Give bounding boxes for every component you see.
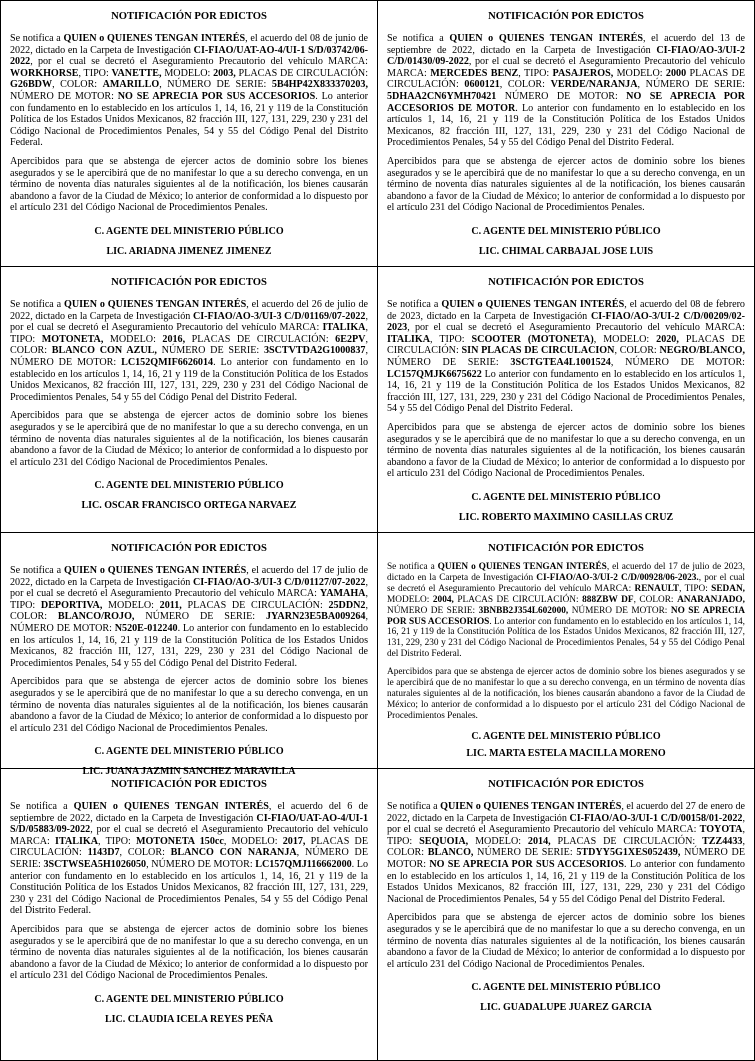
body-bold-run: RENAULT [634, 583, 680, 594]
body-run: , TIPO: [679, 583, 712, 594]
notice-title: NOTIFICACIÓN POR EDICTOS [111, 779, 267, 790]
body-bold-run: 2016, [162, 333, 186, 345]
body-run: , el acuerdo del 17 de julio de 2022, dictado en la Carpeta de Investigación [10, 565, 368, 588]
body-run: , el acuerdo del 17 de julio de 2023, dictado en la Carpeta de Investigación [387, 562, 746, 583]
body-run: MODELO: [103, 333, 163, 345]
body-run: , NÚMERO DE MOTOR: [10, 611, 368, 634]
body-bold-run: NO SE APRECIA POR SUS ACCESORIOS [429, 858, 625, 870]
body-run: PLACAS DE CIRCULACIÓN: [550, 835, 703, 847]
body-bold-run: 2004, [432, 594, 454, 605]
body-run: , por el cual se decretó el Aseguramiento Precautorio del vehículo MARCA: [30, 56, 368, 68]
notice-title: NOTIFICACIÓN POR EDICTOS [111, 277, 267, 288]
body-bold-run: DEPORTIVA, [40, 599, 103, 611]
agent-name: LIC. GUADALUPE JUAREZ GARCIA [480, 1002, 652, 1014]
notice-2 [378, 1, 754, 267]
body-run: . Lo anterior con fundamento en lo establecido en los artículos 1, 14, 16, 21 y 119 de la Constitución Política de los Estados Unidos Mexicanos, 82 fracción III, 127, 131, 229, 230 y 231 del Código Nacional de Procedimientos Penales, 54 y 55 del Código Penal del Distrito Federal. [10, 858, 368, 917]
body-bold-run: MOTONETA, [41, 333, 104, 345]
notice-warning: Apercibidos para que se abstenga de ejercer actos de dominio sobre los bienes asegurados y se le apercibirá que de no manifestar lo que a su derecho convenga, en un término de noventa días naturales siguientes al de la notificación, los bienes causarán abandono a favor de la Ciudad de México; lo anterior de conformidad a lo dispuesto por el artículo 231 del Código Nacional de Procedimientos Penales. [387, 667, 745, 721]
body-run: , por el cual se decretó el Aseguramiento Precautorio del vehículo MARCA: [10, 310, 369, 334]
agent-name: LIC. OSCAR FRANCISCO ORTEGA NARVAEZ [81, 500, 297, 512]
body-bold-run: QUIEN o QUIENES TENGAN INTERÉS [63, 565, 247, 576]
body-bold-run: CI-FIAO/AO-3/UI-2 C/D/01430/09-2022 [387, 44, 745, 68]
body-run: MODELO: [102, 599, 160, 611]
body-run: , COLOR: [10, 599, 368, 623]
body-run: NÚMERO DE MOTOR: [387, 847, 745, 870]
body-run: , el acuerdo del 08 de febrero de 2023, dictado en la Carpeta de Investigación [387, 299, 745, 322]
body-bold-run: 2000 [665, 67, 687, 79]
body-run: , NÚMERO DE SERIE: [10, 847, 368, 870]
body-run: , NÚMERO DE SERIE: [159, 79, 272, 91]
body-run: . Lo anterior con fundamento en lo establecido en los artículos 1, 14, 16, 21 y 119 de la Constitución Política de los Estados Unidos Mexicanos, 82 fracción III, 127, 131, 229, 230 y 231 del Código Nacional de Procedimientos Penales, 54 y 55 del Código Penal del Distrito Federal. [10, 356, 368, 403]
body-bold-run: NEGRO/BLANCO, [659, 345, 745, 357]
body-run: , por el cual se decretó el Aseguramiento Precautorio del vehículo MARCA: [387, 812, 745, 836]
body-bold-run: LC157QMJ116662000 [255, 858, 352, 870]
body-bold-run: LC152QMIF6626014 [121, 356, 214, 368]
body-bold-run: QUIEN o QUIENES TENGAN INTERÉS [73, 801, 269, 812]
notice-title: NOTIFICACIÓN POR EDICTOS [488, 11, 644, 22]
body-bold-run: JYARN23E5BA009264 [266, 611, 366, 623]
body-run: , NÚMERO DE MOTOR: [10, 345, 368, 368]
agent-title: C. AGENTE DEL MINISTERIO PÚBLICO [94, 993, 284, 1005]
body-run: , TIPO: [387, 824, 745, 847]
body-bold-run: G26BDW [10, 79, 53, 91]
body-bold-run: N520E-012240 [114, 622, 178, 634]
body-bold-run: 6E2PV [335, 333, 366, 345]
notice-warning: Apercibidos para que se abstenga de ejercer actos de dominio sobre los bienes asegurados y se le apercibirá que de no manifestar lo que a su derecho convenga, en un término de noventa días naturales siguientes al de la notificación, los bienes causarán abandono a favor de la Ciudad de México; lo anterior de conformidad a lo dispuesto por el artículo 231 del Código Nacional de Procedimientos Penales. [10, 155, 368, 214]
body-bold-run: CI-FIAO/AO-3/UI-2 C/D/00209/02-2023 [387, 310, 745, 334]
body-run: NÚMERO DE SERIE: [134, 611, 266, 623]
body-bold-run: 2011, [159, 599, 182, 611]
body-run: , COLOR: [52, 79, 103, 91]
agent-title: C. AGENTE DEL MINISTERIO PÚBLICO [94, 225, 284, 237]
notice-body [387, 801, 745, 905]
body-bold-run: 3SCTWSEA5H1026050 [43, 858, 147, 870]
notice-warning: Apercibidos para que se abstenga de ejercer actos de dominio sobre los bienes asegurados y se le apercibirá que de no manifestar lo que a su derecho convenga, en un término de noventa días naturales siguientes al de la notificación, los bienes causarán abandono a favor de la Ciudad de México; lo anterior de conformidad a lo dispuesto por el artículo 231 del Código Nacional de Procedimientos Penales. [387, 155, 745, 214]
agent-title: C. AGENTE DEL MINISTERIO PÚBLICO [94, 746, 284, 758]
body-run: , COLOR: [119, 847, 171, 859]
body-run: , por el cual se decretó el Aseguramiento Precautorio del vehículo MARCA: [407, 322, 745, 334]
agent-name: LIC. MARTA ESTELA MACILLA MORENO [466, 747, 666, 759]
body-run: , COLOR: [633, 594, 678, 605]
body-run: PLACAS DE CIRCULACIÓN: [387, 67, 745, 91]
notice-warning: Apercibidos para que se abstenga de ejercer actos de dominio sobre los bienes asegurados y se le apercibirá que de no manifestar lo que a su derecho convenga, en un término de noventa días naturales siguientes al de la notificación, los bienes causarán abandono a favor de la Ciudad de México; lo anterior de conformidad a lo dispuesto por el artículo 231 del Código Nacional de Procedimientos Penales. [10, 676, 368, 734]
body-run: , TIPO: [518, 67, 553, 79]
notice-body [387, 299, 745, 415]
body-bold-run: CI-FIAO/AO-3/UI-2 C/D/00928/06-2023. [536, 572, 699, 583]
body-bold-run: MOTONETA 150cc [136, 835, 224, 847]
notice-4 [378, 267, 754, 533]
body-run: NÚMERO DE SERIE: [387, 356, 511, 368]
body-bold-run: QUIEN o QUIENES TENGAN INTERÉS [63, 299, 247, 310]
body-run: NÚMERO DE MOTOR: [568, 605, 671, 616]
body-bold-run: CI-FIAO/AO-3/UI-3 C/D/01127/07-2022 [192, 576, 366, 588]
agent-name: LIC. JUANA JAZMIN SANCHEZ MARAVILLA [82, 766, 296, 778]
body-run: Lo anterior con fundamento en lo establecido en los artículos 1, 14, 16, 21 y 119 de la Constitución Política de los Estados Unidos Mexicanos, 82 fracción III, 127, 131, 229, 230 y 231 del Código Nacional de Procedimientos Penales, 54 y 55 del Código Penal del Distrito Federal. [387, 368, 745, 415]
body-bold-run: 2014, [527, 835, 551, 847]
body-bold-run: NO SE APRECIA POR ACCESORIOS DE MOTOR [387, 90, 745, 114]
body-run: , NÚMERO DE MOTOR: [146, 858, 256, 870]
body-bold-run: TOYOTA [699, 824, 743, 836]
body-bold-run: 2020, [656, 333, 679, 345]
body-run: Se notifica a [10, 565, 64, 576]
notice-5 [1, 533, 378, 778]
body-bold-run: BLANCO CON AZUL, [51, 345, 157, 357]
body-run: PLACAS DE CIRCULACIÓN: [10, 835, 368, 859]
notice-8 [378, 769, 754, 1060]
agent-title: C. AGENTE DEL MINISTERIO PÚBLICO [471, 730, 661, 742]
body-bold-run: QUIEN o QUIENES TENGAN INTERÉS [437, 562, 607, 572]
notice-3 [1, 267, 378, 533]
body-run: , por el cual se decretó el Aseguramiento Precautorio del vehículo MARCA: [10, 576, 369, 600]
body-bold-run: QUIEN o QUIENES TENGAN INTERÉS [441, 299, 625, 310]
notice-warning: Apercibidos para que se abstenga de ejercer actos de dominio sobre los bienes asegurados y se le apercibirá que de no manifestar lo que a su derecho convenga, en un término de noventa días naturales siguientes al de la notificación, los bienes causarán abandono a favor de la Ciudad de México; lo anterior de conformidad a lo dispuesto por el artículo 231 del Código Nacional de Procedimientos Penales. [387, 912, 745, 970]
agent-name: LIC. CHIMAL CARBAJAL JOSE LUIS [478, 245, 654, 257]
body-run: , por el cual se decretó el Aseguramiento Precautorio del vehículo MARCA: [387, 56, 745, 79]
body-run: , TIPO: [10, 588, 368, 611]
body-run: NÚMERO DE SERIE: [156, 345, 264, 357]
body-run: , el acuerdo del 27 de enero de 2022, dictado en la Carpeta de Investigación [387, 801, 745, 824]
body-bold-run: CI-FIAO/AO-3/UI-1 C/D/00158/01-2022 [569, 812, 743, 824]
body-bold-run: 2003, [213, 67, 236, 79]
agent-name: LIC. CLAUDIA ICELA REYES PEÑA [104, 1013, 274, 1025]
notice-title: NOTIFICACIÓN POR EDICTOS [488, 277, 644, 288]
body-run: , TIPO: [10, 322, 368, 345]
body-bold-run: ANARANJADO, [677, 594, 745, 605]
body-bold-run: MERCEDES BENZ [430, 67, 519, 79]
notice-warning: Apercibidos para que se abstenga de ejercer actos de dominio sobre los bienes asegurados y se le apercibirá que de no manifestar lo que a su derecho convenga, en un término de noventa días naturales siguientes al de la notificación, los bienes causarán abandono a favor de la Ciudad de México; lo anterior de conformidad a lo dispuesto por el artículo 231 del Código Nacional de Procedimientos Penales. [10, 923, 368, 982]
body-bold-run: NO SE APRECIA POR SUS ACCESORIOS [117, 90, 316, 102]
notice-7 [1, 769, 378, 1060]
notice-title: NOTIFICACIÓN POR EDICTOS [111, 543, 267, 554]
body-run: PLACAS DE CIRCULACIÓN: [387, 333, 745, 357]
body-bold-run: 3SCTVTDA2G1000837 [263, 345, 366, 357]
body-bold-run: 5B4HP42X833370203, [271, 79, 368, 91]
body-run: , COLOR: [614, 345, 660, 357]
body-bold-run: QUIEN o QUIENES TENGAN INTERÉS [449, 33, 643, 44]
body-bold-run: WORKHORSE [10, 67, 79, 79]
body-bold-run: VERDE/NARANJA [550, 79, 638, 91]
body-run: , COLOR: [499, 79, 551, 91]
notice-body [10, 565, 368, 669]
notice-6 [378, 533, 754, 769]
notice-body [10, 299, 368, 403]
body-bold-run: PASAJEROS, [552, 67, 614, 79]
body-bold-run: QUIEN o QUIENES TENGAN INTERÉS [63, 33, 246, 44]
agent-name: LIC. ROBERTO MAXIMINO CASILLAS CRUZ [458, 511, 674, 523]
body-bold-run: ITALIKA [55, 835, 99, 847]
agent-title: C. AGENTE DEL MINISTERIO PÚBLICO [471, 982, 661, 994]
body-run: , MODELO: [223, 835, 283, 847]
body-run: MODELO: [468, 835, 528, 847]
body-bold-run: 1143D7 [87, 847, 120, 859]
body-run: PLACAS DE CIRCULACIÓN: [453, 594, 583, 605]
body-run: NÚMERO DE SERIE: [387, 605, 479, 616]
body-run: PLACAS DE CIRCULACIÓN: [235, 67, 368, 79]
body-run: . Lo anterior con fundamento en lo establecido en los artículos 1, 14, 16, 21 y 119 de la Constitución Política de los Estados Unidos Mexicanos, 82 fracción III, 127, 131, 229, 230 y 231 del Código Nacional de Procedimientos Penales, 54 y 55 del Código Penal del Distrito Federal. [10, 622, 369, 669]
notice-warning: Apercibidos para que se abstenga de ejercer actos de dominio sobre los bienes asegurados y se le apercibirá que de no manifestar lo que a su derecho convenga, en un término de noventa días naturales siguientes al de la notificación, los bienes causarán abandono a favor de la Ciudad de México; lo anterior de conformidad a lo dispuesto por el artículo 231 del Código Nacional de Procedimientos Penales. [10, 410, 368, 468]
body-bold-run: YAMAHA [319, 588, 366, 600]
body-run: , TIPO: [78, 67, 112, 79]
body-run: PLACAS DE CIRCULACIÓN: [185, 333, 336, 345]
body-run: . Lo anterior con fundamento en lo establecido en los artículos 1, 14, 16, 21 y 119 de la Constitución Política de los Estados Unidos Mexicanos, 82 fracción III, 127, 131, 229, 230 y 231 del Código Nacional de Procedimientos Penales, 54 y 55 del Código Penal del Distrito Federal. [10, 90, 368, 149]
notice-title: NOTIFICACIÓN POR EDICTOS [488, 779, 644, 790]
body-bold-run: BLANCO, [427, 847, 474, 859]
agent-title: C. AGENTE DEL MINISTERIO PÚBLICO [94, 480, 284, 492]
agent-name: LIC. ARIADNA JIMENEZ JIMENEZ [106, 245, 272, 257]
body-run: , el acuerdo del 08 de junio de 2022, dictado en la Carpeta de Investigación [10, 33, 368, 56]
body-run: Se notifica a [10, 299, 64, 310]
body-bold-run: LC157QMJK6675622 [387, 368, 482, 380]
notice-body [10, 33, 368, 149]
body-bold-run: SCOOTER (MOTONETA) [471, 333, 594, 345]
body-bold-run: 5DHAA2CN6YMH70421 [387, 90, 497, 102]
body-bold-run: CI-FIAO/UAT-AO-4/UI-1 S/D/05883/09-2022 [10, 812, 368, 836]
body-bold-run: 25DDN2 [328, 599, 366, 611]
body-run: , COLOR: [387, 835, 745, 859]
body-run: NÚMERO DE MOTOR: [10, 90, 118, 102]
body-run: , NÚMERO DE MOTOR: [610, 356, 745, 368]
agent-title: C. AGENTE DEL MINISTERIO PÚBLICO [471, 491, 661, 503]
body-run: . Lo anterior con fundamento en lo establecido en los artículos 1, 14, 16, 21 y 119 de la Constitución Política de los Estados Unidos Mexicanos, 82 fracción III, 127, 131, 229, 230 y 231 del Código Nacional de Procedimientos Penales, 54 y 55 del Código Penal del Distrito Federal. [387, 616, 746, 660]
body-bold-run: CI-FIAO/AO-3/UI-3 C/D/01169/07-2022 [192, 310, 366, 322]
body-bold-run: 3BNBB2J354L602000, [478, 605, 569, 616]
body-bold-run: 2017, [282, 835, 306, 847]
body-run: MODELO: [161, 67, 214, 79]
body-bold-run: 5TDYY5G1XES052439, [576, 847, 681, 859]
body-run: Se notifica a [387, 33, 450, 44]
notice-body [387, 562, 745, 660]
body-bold-run: SEDAN, [711, 583, 745, 594]
body-run: , MODELO: [593, 333, 657, 345]
body-run: MODELO: [613, 67, 666, 79]
body-bold-run: 888ZBW DF [582, 594, 634, 605]
body-run: , TIPO: [430, 333, 472, 345]
body-run: Se notifica a [10, 33, 64, 44]
body-bold-run: ITALIKA [387, 333, 431, 345]
body-bold-run: SIN PLACAS DE CIRCULACION [461, 345, 615, 357]
body-run: PLACAS DE CIRCULACIÓN: [181, 599, 329, 611]
body-bold-run: SEQUOIA, [419, 835, 469, 847]
body-bold-run: 3SCTGTEA4L1001524 [510, 356, 611, 368]
notice-body [10, 801, 368, 917]
body-bold-run: BLANCO/ROJO, [57, 611, 135, 623]
body-run: Se notifica a [10, 801, 74, 812]
body-run: Se notifica a [387, 299, 442, 310]
body-bold-run: 0600121 [464, 79, 500, 91]
body-bold-run: TZZ4433 [702, 835, 743, 847]
body-bold-run: NO SE APRECIA POR SUS ACCESORIOS [387, 605, 746, 627]
body-run: NÚMERO DE SERIE: [473, 847, 577, 859]
body-bold-run: CI-FIAO/UAT-AO-4/UI-1 S/D/03742/06-2022 [10, 44, 369, 68]
body-run: , el acuerdo del 26 de julio de 2022, dictado en la Carpeta de Investigación [10, 299, 368, 322]
body-run: , COLOR: [10, 333, 368, 357]
body-run: , por el cual se decretó el Aseguramiento Precautorio del vehículo MARCA: [387, 572, 746, 594]
body-bold-run: VANETTE, [111, 67, 162, 79]
body-run: , TIPO: [98, 835, 137, 847]
body-bold-run: QUIEN o QUIENES TENGAN INTERÉS [440, 801, 622, 812]
body-run: . Lo anterior con fundamento en lo establecido en los artículos 1, 14, 16, 21 y 119 de la Constitución Política de los Estados Unidos Mexicanos, 82 fracción III, 127, 131, 229, 230 y 231 del Código Nacional de Procedimientos Penales, 54 y 55 del Código Penal del Distrito Federal. [387, 102, 745, 149]
body-run: , por el cual se decretó el Aseguramiento Precautorio del vehículo MARCA: [10, 824, 368, 847]
body-run: , NÚMERO DE SERIE: [637, 79, 745, 91]
body-run: , el acuerdo del 13 de septiembre de 2022, dictado en la Carpeta de Investigación [387, 33, 745, 56]
body-run: Se notifica a [387, 562, 438, 572]
body-bold-run: ITALIKA [322, 322, 366, 334]
notice-title: NOTIFICACIÓN POR EDICTOS [111, 11, 267, 22]
agent-title: C. AGENTE DEL MINISTERIO PÚBLICO [471, 225, 661, 237]
notice-title: NOTIFICACIÓN POR EDICTOS [488, 543, 644, 554]
body-bold-run: BLANCO CON NARANJA [170, 847, 297, 859]
body-run: , el acuerdo del 6 de septiembre de 2022, dictado en la Carpeta de Investigación [10, 801, 368, 824]
notice-1 [1, 1, 378, 267]
body-run: MODELO: [387, 594, 433, 605]
body-run: . Lo anterior con fundamento en lo establecido en los artículos 1, 14, 16, 21 y 119 de la Constitución Política de los Estados Unidos Mexicanos, 82 fracción III, 127, 131, 229, 230 y 231 del Código Nacional de Procedimientos Penales, 54 y 55 del Código Penal del Distrito Federal. [387, 858, 745, 905]
notice-body [387, 33, 745, 149]
body-run: NÚMERO DE MOTOR: [496, 90, 627, 102]
notice-warning: Apercibidos para que se abstenga de ejercer actos de dominio sobre los bienes asegurados y se le apercibirá que de no manifestar lo que a su derecho convenga, en un término de noventa días naturales siguientes al de la notificación, los bienes causarán abandono a favor de la Ciudad de México; lo anterior de conformidad a lo dispuesto por el artículo 231 del Código Nacional de Procedimientos Penales. [387, 421, 745, 480]
body-run: Se notifica a [387, 801, 441, 812]
body-bold-run: AMARILLO [102, 79, 160, 91]
